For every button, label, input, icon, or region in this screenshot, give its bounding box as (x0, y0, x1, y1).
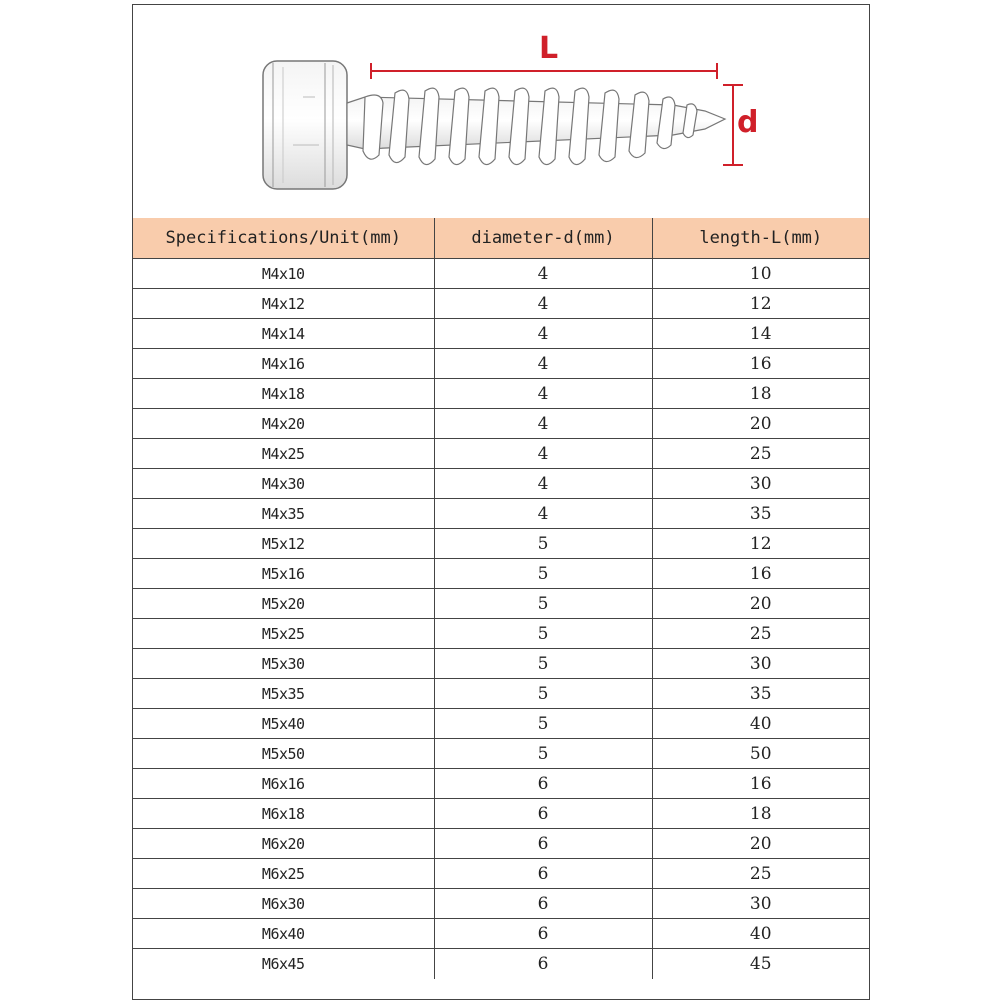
spec-cell: M5x12 (133, 529, 434, 559)
spec-cell: M6x40 (133, 919, 434, 949)
diameter-cell: 4 (434, 259, 652, 289)
spec-cell: M5x50 (133, 739, 434, 769)
length-cell: 10 (652, 259, 869, 289)
diameter-cell: 6 (434, 769, 652, 799)
diameter-cell: 5 (434, 619, 652, 649)
table-row (133, 469, 869, 499)
diameter-cell: 4 (434, 499, 652, 529)
spec-cell: M5x20 (133, 589, 434, 619)
spec-cell: M6x20 (133, 829, 434, 859)
table-row (133, 799, 869, 829)
diameter-cell: 6 (434, 919, 652, 949)
header-diameter: diameter-d(mm) (434, 218, 652, 259)
diameter-cell: 5 (434, 529, 652, 559)
diameter-cell: 5 (434, 739, 652, 769)
length-cell: 16 (652, 559, 869, 589)
screw-thread (347, 88, 725, 164)
table-row (133, 589, 869, 619)
screw-diagram (133, 5, 869, 219)
diameter-cell: 4 (434, 409, 652, 439)
diameter-label: d (737, 105, 759, 140)
table-row (133, 379, 869, 409)
spec-cell: M5x40 (133, 709, 434, 739)
spec-sheet (132, 4, 870, 1000)
screw-illustration (133, 5, 869, 218)
diameter-cell: 4 (434, 379, 652, 409)
length-cell: 30 (652, 889, 869, 919)
table-row (133, 529, 869, 559)
table-row (133, 679, 869, 709)
table-row (133, 439, 869, 469)
spec-cell: M4x25 (133, 439, 434, 469)
length-cell: 18 (652, 379, 869, 409)
table-row (133, 859, 869, 889)
spec-cell: M6x16 (133, 769, 434, 799)
length-cell: 45 (749, 953, 772, 974)
length-cell: 35 (652, 679, 869, 709)
length-cell: 30 (652, 649, 869, 679)
table-header-row (133, 218, 869, 259)
spec-cell: M4x30 (133, 469, 434, 499)
table-row (133, 949, 869, 979)
table-row (133, 559, 869, 589)
diameter-cell: 4 (434, 439, 652, 469)
table-row (133, 919, 869, 949)
spec-cell: M4x35 (133, 499, 434, 529)
spec-cell: M5x16 (133, 559, 434, 589)
length-cell: 18 (652, 799, 869, 829)
table-row (133, 319, 869, 349)
table-row (133, 409, 869, 439)
table-row (133, 739, 869, 769)
diameter-cell: 6 (434, 799, 652, 829)
length-cell: 20 (652, 829, 869, 859)
diameter-cell: 5 (434, 679, 652, 709)
spec-cell: M5x25 (133, 619, 434, 649)
length-cell: 25 (652, 859, 869, 889)
table-row (133, 769, 869, 799)
length-cell: 25 (652, 439, 869, 469)
length-cell: 16 (652, 769, 869, 799)
length-cell: 35 (652, 499, 869, 529)
table-row (133, 289, 869, 319)
spec-cell: M5x35 (133, 679, 434, 709)
diameter-cell: 6 (434, 829, 652, 859)
length-cell: 30 (652, 469, 869, 499)
diameter-cell: 4 (434, 289, 652, 319)
table-row (133, 619, 869, 649)
table-row (133, 649, 869, 679)
length-cell: 20 (652, 409, 869, 439)
table-row (133, 829, 869, 859)
spec-cell: M6x25 (133, 859, 434, 889)
table-row (133, 889, 869, 919)
spec-cell: M6x18 (133, 799, 434, 829)
diameter-cell: 4 (434, 469, 652, 499)
spec-cell: M5x30 (133, 649, 434, 679)
length-cell: 40 (652, 919, 869, 949)
diameter-cell: 5 (434, 559, 652, 589)
diameter-cell: 5 (434, 709, 652, 739)
length-cell: 20 (652, 589, 869, 619)
diameter-cell: 5 (434, 649, 652, 679)
spec-cell: M4x18 (133, 379, 434, 409)
header-length: length-L(mm) (652, 218, 869, 259)
length-cell: 12 (652, 529, 869, 559)
diameter-cell: 6 (434, 949, 652, 979)
diameter-cell: 4 (434, 319, 652, 349)
header-specifications: Specifications/Unit(mm) (133, 218, 434, 259)
spec-cell: M4x10 (133, 259, 434, 289)
screw-head (263, 61, 347, 189)
spec-cell: M6x30 (133, 889, 434, 919)
length-cell: 50 (652, 739, 869, 769)
length-cell: 25 (652, 619, 869, 649)
diameter-cell: 5 (434, 589, 652, 619)
spec-table (133, 218, 869, 979)
length-cell: 40 (652, 709, 869, 739)
spec-cell: M6x45 (133, 949, 434, 979)
table-body (133, 259, 869, 979)
table-row (133, 499, 869, 529)
diameter-cell: 6 (434, 889, 652, 919)
table-row (133, 709, 869, 739)
spec-cell: M4x12 (133, 289, 434, 319)
diameter-cell: 6 (434, 859, 652, 889)
table-row (133, 259, 869, 289)
spec-cell: M4x14 (133, 319, 434, 349)
spec-cell: M4x16 (133, 349, 434, 379)
length-cell: 14 (652, 319, 869, 349)
length-label: L (539, 31, 559, 66)
length-cell: 12 (652, 289, 869, 319)
length-cell: 16 (652, 349, 869, 379)
diameter-cell: 4 (434, 349, 652, 379)
table-row (133, 349, 869, 379)
spec-cell: M4x20 (133, 409, 434, 439)
